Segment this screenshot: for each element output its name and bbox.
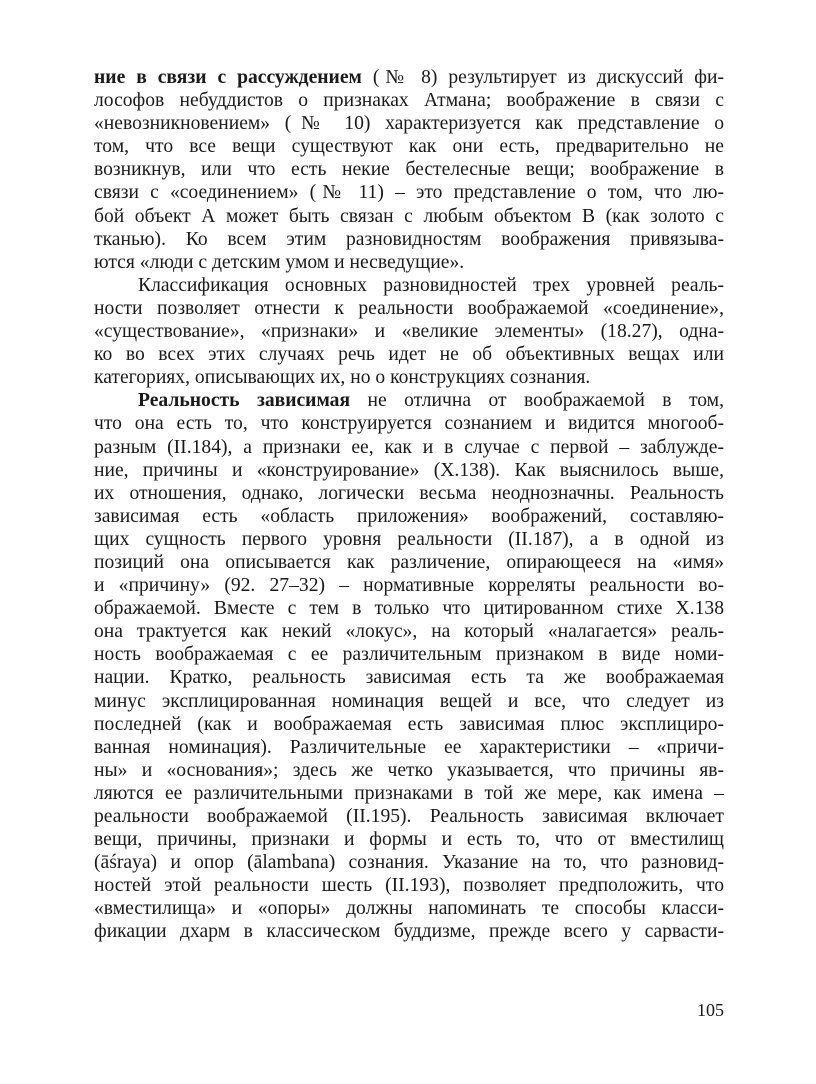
- text-line: том, что все вещи существуют как они есть, предварительно не: [94, 136, 724, 158]
- text-line: зависимая есть «область приложения» воображений, составляю-: [94, 505, 724, 527]
- text-line: (āśraya) и опор (ālambana) сознания. Указание на то, что разновид-: [94, 852, 724, 874]
- text-line: нации. Кратко, реальность зависимая есть та же воображаемая: [94, 667, 724, 689]
- text-line: что она есть то, что конструируется сознанием и видится многооб-: [94, 413, 724, 435]
- text-line: позиций она описывается как различение, опирающееся на «имя»: [94, 551, 724, 573]
- text-line: и «причину» (92. 27–32) – нормативные корреляты реальности во-: [94, 575, 724, 597]
- text-line: ются «люди с детским умом и несведущие».: [94, 251, 465, 273]
- text-line: ображаемой. Вместе с тем в только что цитированном стихе X.138: [94, 598, 724, 620]
- text-line: последней (как и воображаемая есть зависимая плюс эксплициро-: [94, 713, 724, 735]
- text-line: бой объект А может быть связан с любым объектом В (как золото с: [94, 205, 724, 227]
- text-line: «вместилища» и «опоры» должны напоминать те способы класси-: [94, 898, 724, 920]
- text-line: щих сущность первого уровня реальности (II.187), а в одной из: [94, 528, 724, 550]
- text-line: возникнув, или что есть некие бестелесные вещи; воображение в: [94, 159, 724, 181]
- text-line: ности позволяет отнести к реальности воображаемой «соединение»,: [94, 297, 724, 319]
- text-line: разным (II.184), а признаки ее, как и в случае с первой – заблужде-: [94, 436, 724, 458]
- text-line: ванная номинация). Различительные ее характеристики – «причи-: [94, 736, 724, 758]
- page-body: [94, 66, 724, 944]
- text-line: ляются ее различительными признаками в той же мере, как имена –: [94, 782, 724, 804]
- paragraph-3: [94, 389, 724, 943]
- text-line: тканью). Ко всем этим разновидностям воображения привязыва-: [94, 228, 724, 250]
- text-line: «невозникновением» (№ 10) характеризуется как представление о: [94, 113, 724, 135]
- text-line: лософов небуддистов о признаках Атмана; воображение в связи с: [94, 90, 724, 112]
- text-line: [94, 389, 724, 412]
- text-line: категориях, описывающих их, но о конструкциях сознания.: [94, 367, 591, 389]
- text-line: минус эксплицированная номинация вещей и все, что следует из: [94, 690, 724, 712]
- text-line: «существование», «признаки» и «великие элементы» (18.27), одна-: [94, 321, 724, 343]
- text-line: ностей этой реальности шесть (II.193), позволяет предположить, что: [94, 875, 724, 897]
- paragraph-1: [94, 66, 724, 274]
- text-line: вещи, причины, признаки и формы и есть то, что от вместилищ: [94, 829, 724, 851]
- text-line: их отношения, однако, логически весьма неоднозначны. Реальность: [94, 482, 724, 504]
- page-number: 105: [697, 1000, 724, 1020]
- bold-text: ние в связи с рассуждением: [94, 67, 362, 88]
- text-line: Классификация основных разновидностей трех уровней реаль-: [138, 274, 724, 296]
- text-line: ко во всех этих случаях речь идет не об объективных вещах или: [94, 344, 724, 366]
- text-line-rest: не отлична от воображаемой в том,: [350, 390, 724, 412]
- paragraph-2: [94, 274, 724, 389]
- text-line: ны» и «основания»; здесь же четко указывается, что причины яв-: [94, 759, 724, 781]
- text-line: она трактуется как некий «локус», на который «налагается» реаль-: [94, 621, 724, 643]
- text-line: [94, 66, 724, 89]
- text-line: ность воображаемая с ее различительным признаком в виде номи-: [94, 644, 724, 666]
- text-line-rest: (№ 8) результирует из дискуссий фи-: [361, 67, 724, 88]
- bold-lead: Реальность зависимая: [138, 390, 351, 412]
- text-line: фикации дхарм в классическом буддизме, прежде всего у сарвасти-: [94, 921, 724, 943]
- text-line: связи с «соединением» (№ 11) – это представление о том, что лю-: [94, 182, 724, 204]
- text-line: реальности воображаемой (II.195). Реальность зависимая включает: [94, 806, 724, 827]
- text-line: ние, причины и «конструирование» (X.138). Как выяснилось выше,: [94, 459, 724, 481]
